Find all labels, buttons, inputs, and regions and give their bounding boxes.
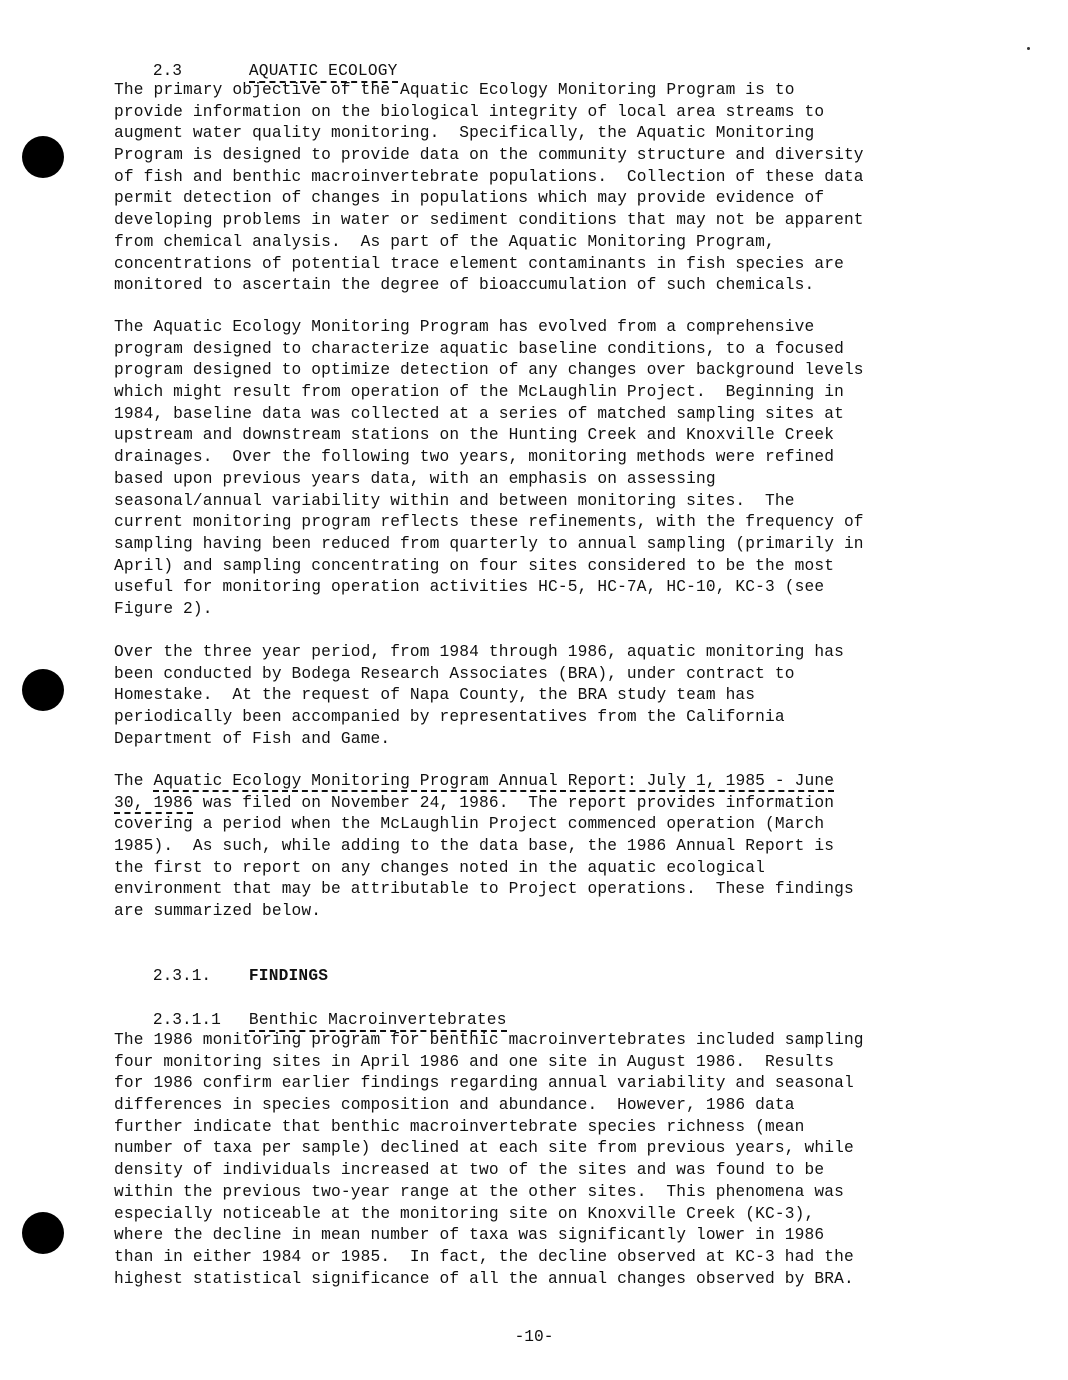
text-line: the first to report on any changes noted in the aquatic ecological [114, 858, 766, 877]
text-line: upstream and downstream stations on the Hunting Creek and Knoxville Creek [114, 426, 835, 445]
text-line: especially noticeable at the monitoring site on Knoxville Creek (KC-3), [114, 1204, 815, 1223]
subsection-title: FINDINGS [248, 967, 329, 985]
text-line: 1985). As such, while adding to the data base, the 1986 Annual Report is [114, 837, 835, 856]
text-line: four monitoring sites in April 1986 and one site in August 1986. Results [114, 1052, 835, 1071]
text-line: within the previous two-year range at the other sites. This phenomena was [114, 1182, 844, 1201]
speck [1027, 47, 1030, 50]
text-line: Figure 2). [114, 599, 213, 618]
text-line: number of taxa per sample) declined at each site from previous years, while [114, 1139, 854, 1158]
text-line: than in either 1984 or 1985. In fact, the decline observed at KC-3 had the [114, 1247, 854, 1266]
text-line: from chemical analysis. As part of the Aquatic Monitoring Program, [114, 232, 775, 251]
text-line: provide information on the biological integrity of local area streams to [114, 102, 825, 121]
text-line: which might result from operation of the McLaughlin Project. Beginning in [114, 383, 844, 402]
text-line: The 1986 monitoring program for benthic macroinvertebrates included sampling [114, 1031, 864, 1049]
punch-hole [22, 1212, 64, 1254]
text-line: density of individuals increased at two of the sites and was found to be [114, 1161, 825, 1180]
text-line: Over the three year period, from 1984 through 1986, aquatic monitoring has [114, 643, 844, 661]
text-line: concentrations of potential trace element contaminants in fish species are [114, 254, 844, 273]
page-number: -10- [514, 1328, 554, 1346]
text-line: highest statistical significance of all the annual changes observed by BRA. [114, 1269, 854, 1288]
text-line: augment water quality monitoring. Specifically, the Aquatic Monitoring [114, 124, 815, 143]
text-line: program designed to characterize aquatic baseline conditions, to a focused [114, 339, 844, 358]
text-line: monitored to ascertain the degree of bioaccumulation of such chemicals. [114, 276, 815, 295]
text-line: of fish and benthic macroinvertebrate populations. Collection of these data [114, 167, 864, 186]
text-line: The Aquatic Ecology Monitoring Program has evolved from a comprehensive [114, 318, 815, 336]
paragraph-objective [114, 80, 944, 297]
text-line: developing problems in water or sediment conditions that may not be apparent [114, 211, 864, 230]
text-segment: The [114, 772, 154, 790]
text-line: Department of Fish and Game. [114, 729, 391, 748]
text-line: differences in species composition and abundance. However, 1986 data [114, 1096, 795, 1115]
text-line: useful for monitoring operation activities HC-5, HC-7A, HC-10, KC-3 (see [114, 578, 825, 597]
text-line: seasonal/annual variability within and between monitoring sites. The [114, 491, 795, 510]
text-line: further indicate that benthic macroinvertebrate species richness (mean [114, 1117, 805, 1136]
text-line: drainages. Over the following two years, monitoring methods were refined [114, 448, 835, 467]
text-line: current monitoring program reflects these refinements, with the frequency of [114, 513, 864, 532]
text-line [114, 793, 944, 815]
report-title-underlined: Aquatic Ecology Monitoring Program Annual Report: July 1, 1985 - June [153, 772, 835, 790]
subsection-title: Benthic Macroinvertebrates [249, 1011, 507, 1032]
subsection-number: 2.3.1. [152, 967, 212, 985]
text-line: based upon previous years data, with an emphasis on assessing [114, 469, 716, 488]
paragraph-bra-contract [114, 642, 944, 750]
punch-hole [22, 669, 64, 711]
text-line: for 1986 confirm earlier findings regarding annual variability and seasonal [114, 1074, 854, 1093]
report-title-underlined: 30, 1986 [114, 793, 193, 812]
text-line: are summarized below. [114, 902, 322, 921]
section-title: AQUATIC ECOLOGY [249, 62, 398, 83]
paragraph-program-evolution [114, 317, 944, 621]
text-line: Program is designed to provide data on the community structure and diversity [114, 146, 864, 165]
text-line: The primary objective of the Aquatic Ecology Monitoring Program is to [114, 81, 795, 99]
text-segment: was filed on November 24, 1986. The report provides information [192, 793, 835, 812]
text-line: periodically been accompanied by representatives from the California [114, 708, 785, 727]
text-line: permit detection of changes in populations which may provide evidence of [114, 189, 825, 208]
text-line: April) and sampling concentrating on four sites considered to be the most [114, 556, 835, 575]
text-line: covering a period when the McLaughlin Project commenced operation (March [114, 815, 825, 834]
text-line: been conducted by Bodega Research Associates (BRA), under contract to [114, 664, 795, 683]
subsection-number: 2.3.1.1 [152, 1011, 221, 1029]
text-line: 1984, baseline data was collected at a series of matched sampling sites at [114, 404, 844, 423]
text-line: program designed to optimize detection of any changes over background levels [114, 361, 864, 380]
punch-hole [22, 136, 64, 178]
paragraph-benthic-findings [114, 1030, 944, 1290]
text-line [114, 771, 944, 793]
text-line: sampling having been reduced from quarterly to annual sampling (primarily in [114, 534, 864, 553]
text-line: Homestake. At the request of Napa County, the BRA study team has [114, 686, 756, 705]
paragraph-annual-report [114, 771, 944, 923]
text-line: where the decline in mean number of taxa was significantly lower in 1986 [114, 1226, 825, 1245]
section-number: 2.3 [152, 62, 183, 80]
text-line: environment that may be attributable to Project operations. These findings [114, 880, 854, 899]
